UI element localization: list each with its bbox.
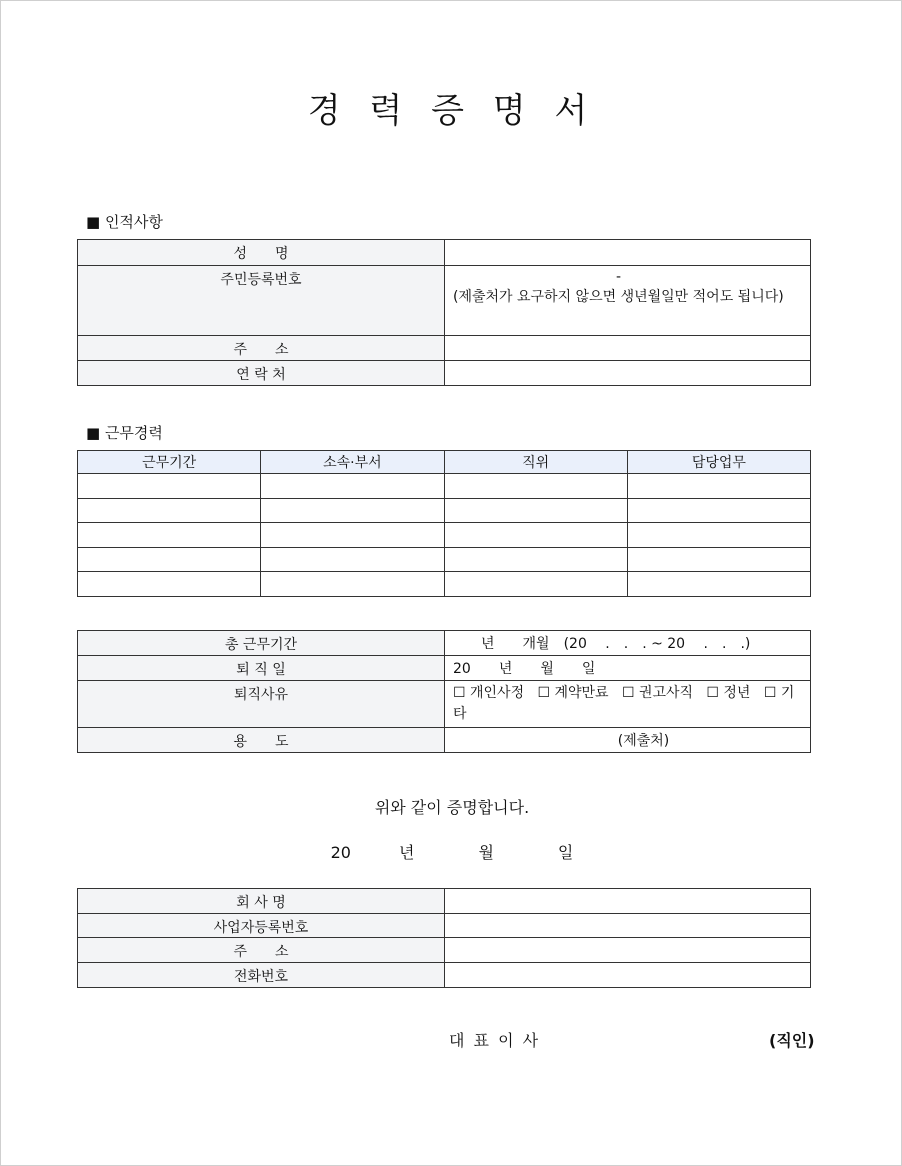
ceo-label: 대 표 이 사 — [449, 1031, 541, 1050]
career-cell[interactable] — [627, 547, 810, 572]
address-label: 주 소 — [78, 336, 445, 361]
document-title: 경 력 증 명 서 — [307, 91, 597, 131]
address-field[interactable] — [445, 336, 811, 361]
reason-personal-checkbox[interactable]: ☐ 개인사정 — [453, 685, 525, 701]
company-address-label: 주 소 — [78, 938, 445, 963]
career-cell[interactable] — [261, 474, 444, 499]
career-cell[interactable] — [261, 547, 444, 572]
personal-info-table — [77, 239, 811, 386]
career-cell[interactable] — [444, 498, 627, 523]
rrn-field[interactable] — [445, 266, 811, 336]
name-field[interactable] — [445, 240, 811, 266]
company-info-table — [77, 888, 811, 988]
business-reg-field[interactable] — [445, 914, 811, 938]
career-cell[interactable] — [627, 498, 810, 523]
total-period-label: 총 근무기간 — [78, 631, 445, 656]
career-cell[interactable] — [261, 572, 444, 597]
reason-other-checkbox[interactable]: ☐ 기타 — [453, 685, 795, 722]
purpose-field[interactable]: (제출처) — [445, 728, 811, 753]
retire-reason-options — [445, 681, 811, 728]
career-table — [77, 450, 811, 597]
retire-date-field[interactable]: 20 년 월 일 — [445, 656, 811, 681]
retire-date-label: 퇴 직 일 — [78, 656, 445, 681]
career-col-duties: 담당업무 — [627, 451, 810, 474]
total-period-field[interactable]: 년 개월 (20 . . . ~ 20 . . .) — [445, 631, 811, 656]
career-col-position: 직위 — [444, 451, 627, 474]
personal-section-heading: ■ 인적사항 — [86, 213, 163, 231]
company-name-label: 회 사 명 — [78, 889, 445, 914]
career-col-department: 소속·부서 — [261, 451, 444, 474]
company-phone-label: 전화번호 — [78, 963, 445, 988]
career-cell[interactable] — [627, 572, 810, 597]
career-col-period: 근무기간 — [78, 451, 261, 474]
retire-reason-label: 퇴직사유 — [78, 681, 445, 728]
career-cell[interactable] — [444, 474, 627, 499]
reason-contract-end-checkbox[interactable]: ☐ 계약만료 — [537, 685, 609, 701]
reason-retirement-age-checkbox[interactable]: ☐ 정년 — [706, 685, 751, 701]
career-row — [78, 572, 811, 597]
company-address-field[interactable] — [445, 938, 811, 963]
rrn-label: 주민등록번호 — [78, 266, 445, 336]
certify-text: 위와 같이 증명합니다. — [374, 798, 530, 817]
rrn-dash: - — [615, 269, 622, 285]
business-reg-label: 사업자등록번호 — [78, 914, 445, 938]
career-row — [78, 523, 811, 548]
summary-table — [77, 630, 811, 753]
career-cell[interactable] — [444, 572, 627, 597]
seal-label: (직인) — [769, 1031, 815, 1050]
career-cell[interactable] — [78, 547, 261, 572]
career-cell[interactable] — [627, 474, 810, 499]
career-cell[interactable] — [444, 523, 627, 548]
career-cell[interactable] — [78, 474, 261, 499]
issue-date: 20 년 월 일 — [330, 843, 574, 862]
rrn-note: (제출처가 요구하지 않으면 생년월일만 적어도 됩니다) — [453, 289, 784, 305]
career-cell[interactable] — [78, 498, 261, 523]
company-name-field[interactable] — [445, 889, 811, 914]
career-cell[interactable] — [627, 523, 810, 548]
career-cell[interactable] — [444, 547, 627, 572]
career-cell[interactable] — [78, 523, 261, 548]
career-section-heading: ■ 근무경력 — [86, 424, 163, 442]
career-row — [78, 547, 811, 572]
career-cell[interactable] — [78, 572, 261, 597]
career-cell[interactable] — [261, 498, 444, 523]
contact-label: 연 락 처 — [78, 361, 445, 386]
name-label: 성 명 — [78, 240, 445, 266]
reason-recommended-checkbox[interactable]: ☐ 권고사직 — [621, 685, 694, 701]
company-phone-field[interactable] — [445, 963, 811, 988]
career-row — [78, 498, 811, 523]
purpose-label: 용 도 — [78, 728, 445, 753]
career-cell[interactable] — [261, 523, 444, 548]
contact-field[interactable] — [445, 361, 811, 386]
career-row — [78, 474, 811, 499]
